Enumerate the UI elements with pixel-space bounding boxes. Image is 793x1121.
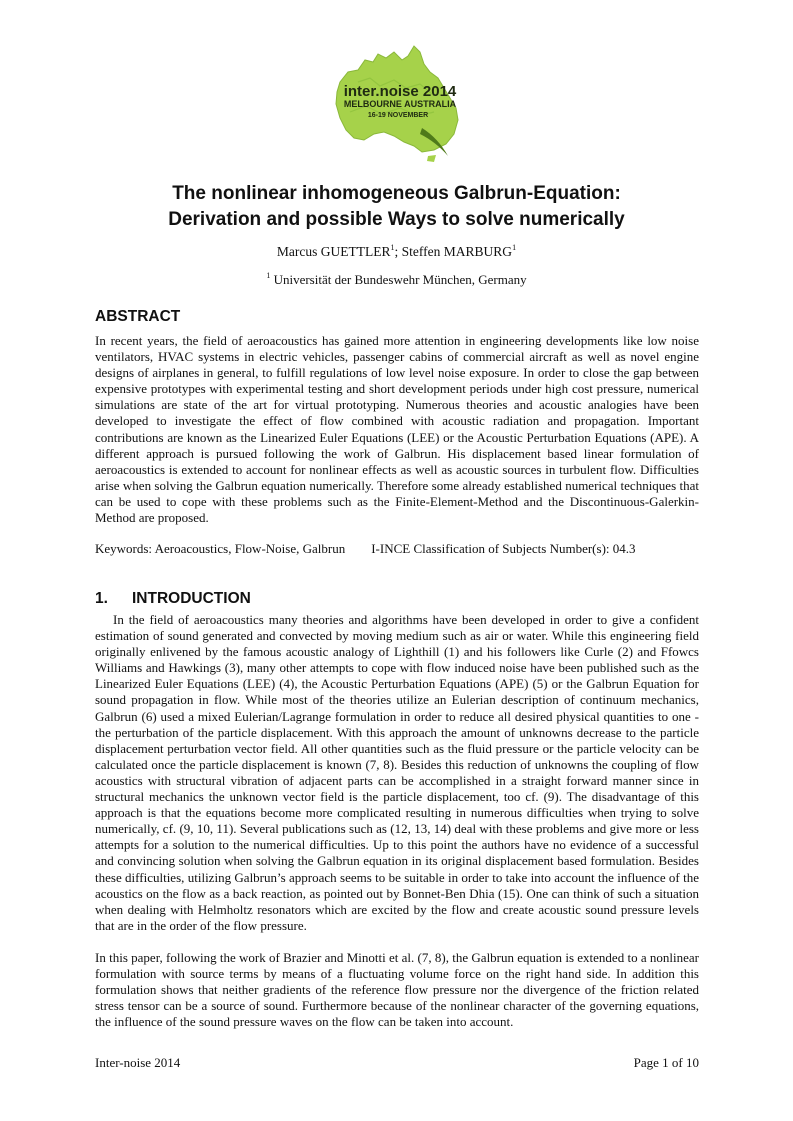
author-2: Steffen MARBURG [401,244,513,259]
footer-conference: Inter-noise 2014 [95,1055,181,1070]
tasmania-shape [427,155,436,162]
section-title: INTRODUCTION [132,590,251,607]
affiliation-mark: 1 [266,271,271,280]
affiliation [60,272,733,288]
footer-page-number: Page 1 of 10 [633,1055,699,1070]
abstract-text: In recent years, the field of aeroacoustics has gained more attention in engineering developments like low noise ventilators, HVAC systems in electric vehicles, passenger cabins of commercial aircraft as well as novel engine designs of airplanes in general, to fulfill regulations of low level noise exposure. In order to close the gap between expensive prototypes with experimental testing and short development periods under high cost pressure, numerical simulations are state of the art for virtual prototyping. Numerous theories and acoustic analogies have been developed to investigate the effect of flow combined with acoustic radiation and propagation. Important contributions are known as the Linearized Euler Equations (LEE) or the Acoustic Perturbation Equations (APE). A different approach is pursued following the work of Galbrun. His displacement based linear formulation of aeroacoustics is extended to account for nonlinear effects as well as acoustic sources in turbulent flow. Difficulties arise when solving the Galbrun equation numerically. Therefore some already established numerical techniques that can be used to cope with these problems such as the Finite-Element-Method and the Discontinuous-Galerkin-Method are proposed. [95,333,699,526]
introduction-paragraph-1: In the field of aeroacoustics many theories and algorithms have been developed in order to give a confident estimation of sound generated and convected by moving medium such as air or water. While this engineering field originally enlivened by the famous acoustic analogy of Lighthill (1) and his followers like Curle (2) and Ffowcs Williams and Hawkings (3), many other attempts to cope with flow induced noise have been published such as the Linearized Euler Equations (LEE) (4), the Acoustic Perturbation Equations (APE) (5) or the Galbrun Equation for sound propagation in flow. While most of the theories utilize an Eulerian description of continuum mechanics, Galbrun (6) used a mixed Eulerian/Lagrange formulation in order to reduce all desired physical quantities to one - the perturbation of the particle displacement. With this approach the amount of unknowns decrease to the particle displacement perturbation vector field. All other quantities such as the fluid pressure or the particle velocity can be calculated once the particle displacement is known (7, 8). Besides this reduction of unknowns the coupling of flow acoustics with structural vibration of adjacent parts can be accomplished in a straight forward manner since in structural mechanics the unknown vector field is the particle displacement, too cf. (9). The disadvantage of this approach is that the equations become more complicated resulting in numerous difficulties when trying to solve numerically, cf. (9, 10, 11). Several publications such as (12, 13, 14) deal with these problems and give more or less attempts for a solution to the numerical difficulties. Up to this point the authors have no evidence of a successful and convincing solution when solving the Galbrun equation in its original displacement based formulation. Besides these difficulties, utilizing Galbrun’s approach seems to be suitable in order to take into account the influence of the acoustics on the flow as a back reaction, as pointed out by Bonnet-Ben Dhia (15). One can think of such a situation when dealing with Helmholtz resonators which are excited by the flow and create acoustic sound pressure levels that are in the order of the flow pressure. [95,612,699,933]
logo-line-3: 16-19 NOVEMBER [367,112,429,119]
paper-title [60,181,733,233]
author-2-affiliation-mark: 1 [512,243,517,252]
logo-line-2: MELBOURNE AUSTRALIA [343,99,457,109]
introduction-paragraph-2: In this paper, following the work of Brazier and Minotti et al. (7, 8), the Galbrun equation is extended to a nonlinear formulation with source terms by means of a fluctuating volume force on the right hand side. In addition this formulation shows that neither gradients of the reference flow pressure nor the divergence of the friction related stress tensor can be a source of sound. Furthermore because of the nonlinear character of the governing equations, the influence of the sound pressure waves on the flow can be taken into account. [95,950,699,1030]
classification-text: I-INCE Classification of Subjects Number(s): 04.3 [371,541,636,556]
section-number: 1. [95,590,108,607]
logo-line-1: inter.noise 2014 [343,83,457,100]
title-line-1: The nonlinear inhomogeneous Galbrun-Equation: [172,183,621,204]
author-1: Marcus GUETTLER [276,244,391,259]
keywords-text: Keywords: Aeroacoustics, Flow-Noise, Galbrun [95,541,346,556]
conference-logo [310,42,490,164]
abstract-heading: ABSTRACT [95,308,181,325]
author-1-affiliation-mark: 1 [390,243,395,252]
title-line-2: Derivation and possible Ways to solve numerically [168,209,625,230]
author-separator: ; [394,244,402,259]
affiliation-text: Universität der Bundeswehr München, Germany [270,272,527,287]
keywords-line [95,541,699,557]
author-list [60,244,733,260]
introduction-heading [95,590,251,608]
